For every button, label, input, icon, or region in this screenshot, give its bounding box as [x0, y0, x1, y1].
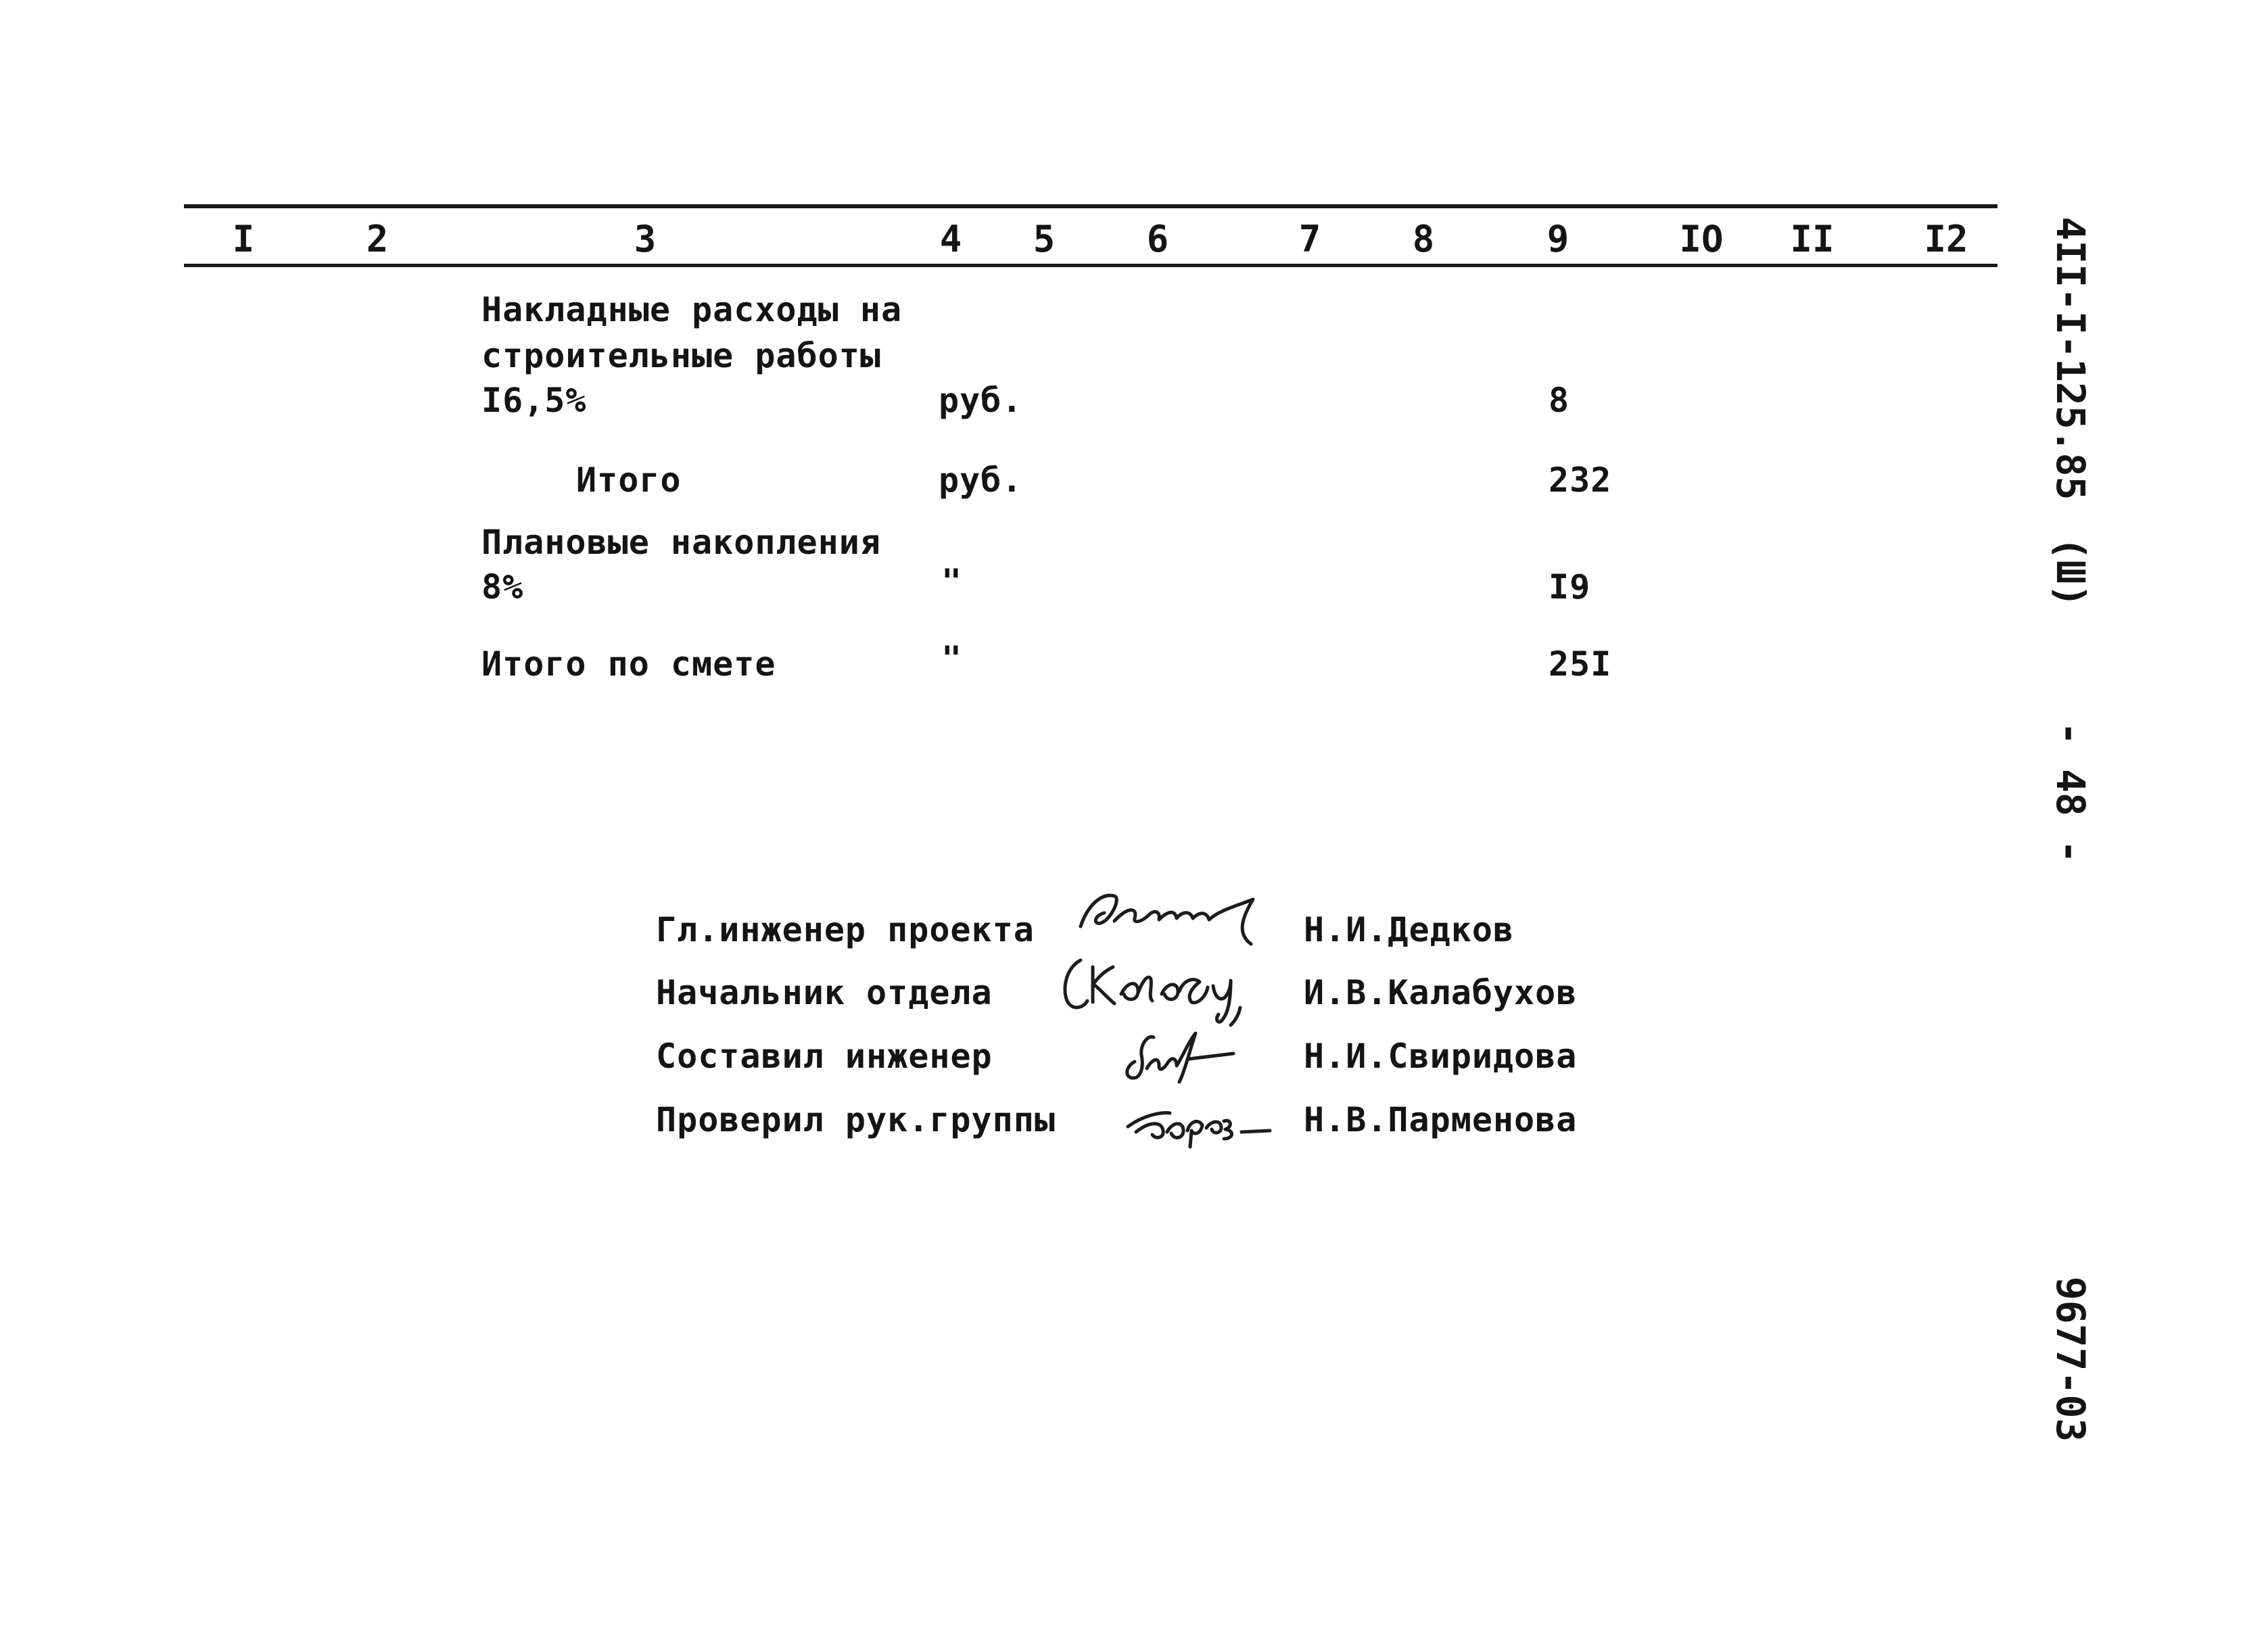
handwritten-signature-group-lead [1123, 1089, 1298, 1150]
column-number-2: 2 [366, 218, 389, 260]
row-overhead-unit: руб. [939, 381, 1023, 420]
table-top-rule [184, 204, 1998, 208]
row-total-amount: 25I [1549, 644, 1612, 684]
column-number-9: 9 [1546, 218, 1569, 260]
signature-role-compiler: Составил инженер [656, 1037, 993, 1076]
handwritten-signature-compiler [1114, 1014, 1250, 1089]
margin-section-number: (Ш) [2048, 536, 2094, 608]
row-overhead-amount: 8 [1549, 381, 1570, 420]
row-overhead-name-line-2: строительные работы [481, 336, 881, 375]
row-total-name: Итого по смете [481, 644, 776, 684]
signature-role-department-head: Начальник отдела [656, 973, 993, 1012]
row-planned-savings-name-line-1: Плановые накопления [481, 523, 881, 562]
margin-archive-number: 9677-03 [2048, 1276, 2094, 1442]
column-number-8: 8 [1412, 218, 1435, 260]
signature-name-chief-engineer: Н.И.Дедков [1304, 910, 1515, 949]
signature-name-compiler: Н.И.Свиридова [1304, 1037, 1578, 1076]
row-subtotal-unit: руб. [939, 461, 1023, 500]
handwritten-signature-chief-engineer [1074, 879, 1277, 953]
column-number-11: II [1790, 218, 1835, 260]
row-total-unit-ditto: " [941, 639, 963, 678]
row-overhead-name-line-1: Накладные расходы на [481, 290, 903, 329]
row-overhead-rate: I6,5% [481, 381, 587, 420]
column-number-12: I2 [1924, 218, 1968, 260]
row-subtotal-name: Итого [576, 461, 682, 500]
row-planned-savings-rate: 8% [481, 567, 524, 607]
row-planned-savings-amount: I9 [1549, 567, 1591, 607]
column-number-6: 6 [1146, 218, 1169, 260]
margin-document-code: 4II-I-125.85 [2048, 216, 2094, 500]
column-number-1: I [232, 218, 255, 260]
signature-role-group-lead: Проверил рук.группы [656, 1100, 1056, 1139]
table-header-rule [184, 264, 1998, 267]
column-number-5: 5 [1033, 218, 1056, 260]
column-number-10: IO [1679, 218, 1724, 260]
signature-name-group-lead: Н.В.Парменова [1304, 1100, 1578, 1139]
signature-name-department-head: И.В.Калабухов [1304, 973, 1578, 1012]
row-subtotal-amount: 232 [1549, 461, 1612, 500]
column-number-3: 3 [634, 218, 657, 260]
column-number-4: 4 [939, 218, 962, 260]
row-planned-savings-unit-ditto: " [941, 562, 963, 601]
column-number-7: 7 [1298, 218, 1321, 260]
signature-role-chief-engineer: Гл.инженер проекта [656, 910, 1035, 949]
margin-page-number: - 48 - [2048, 722, 2094, 864]
